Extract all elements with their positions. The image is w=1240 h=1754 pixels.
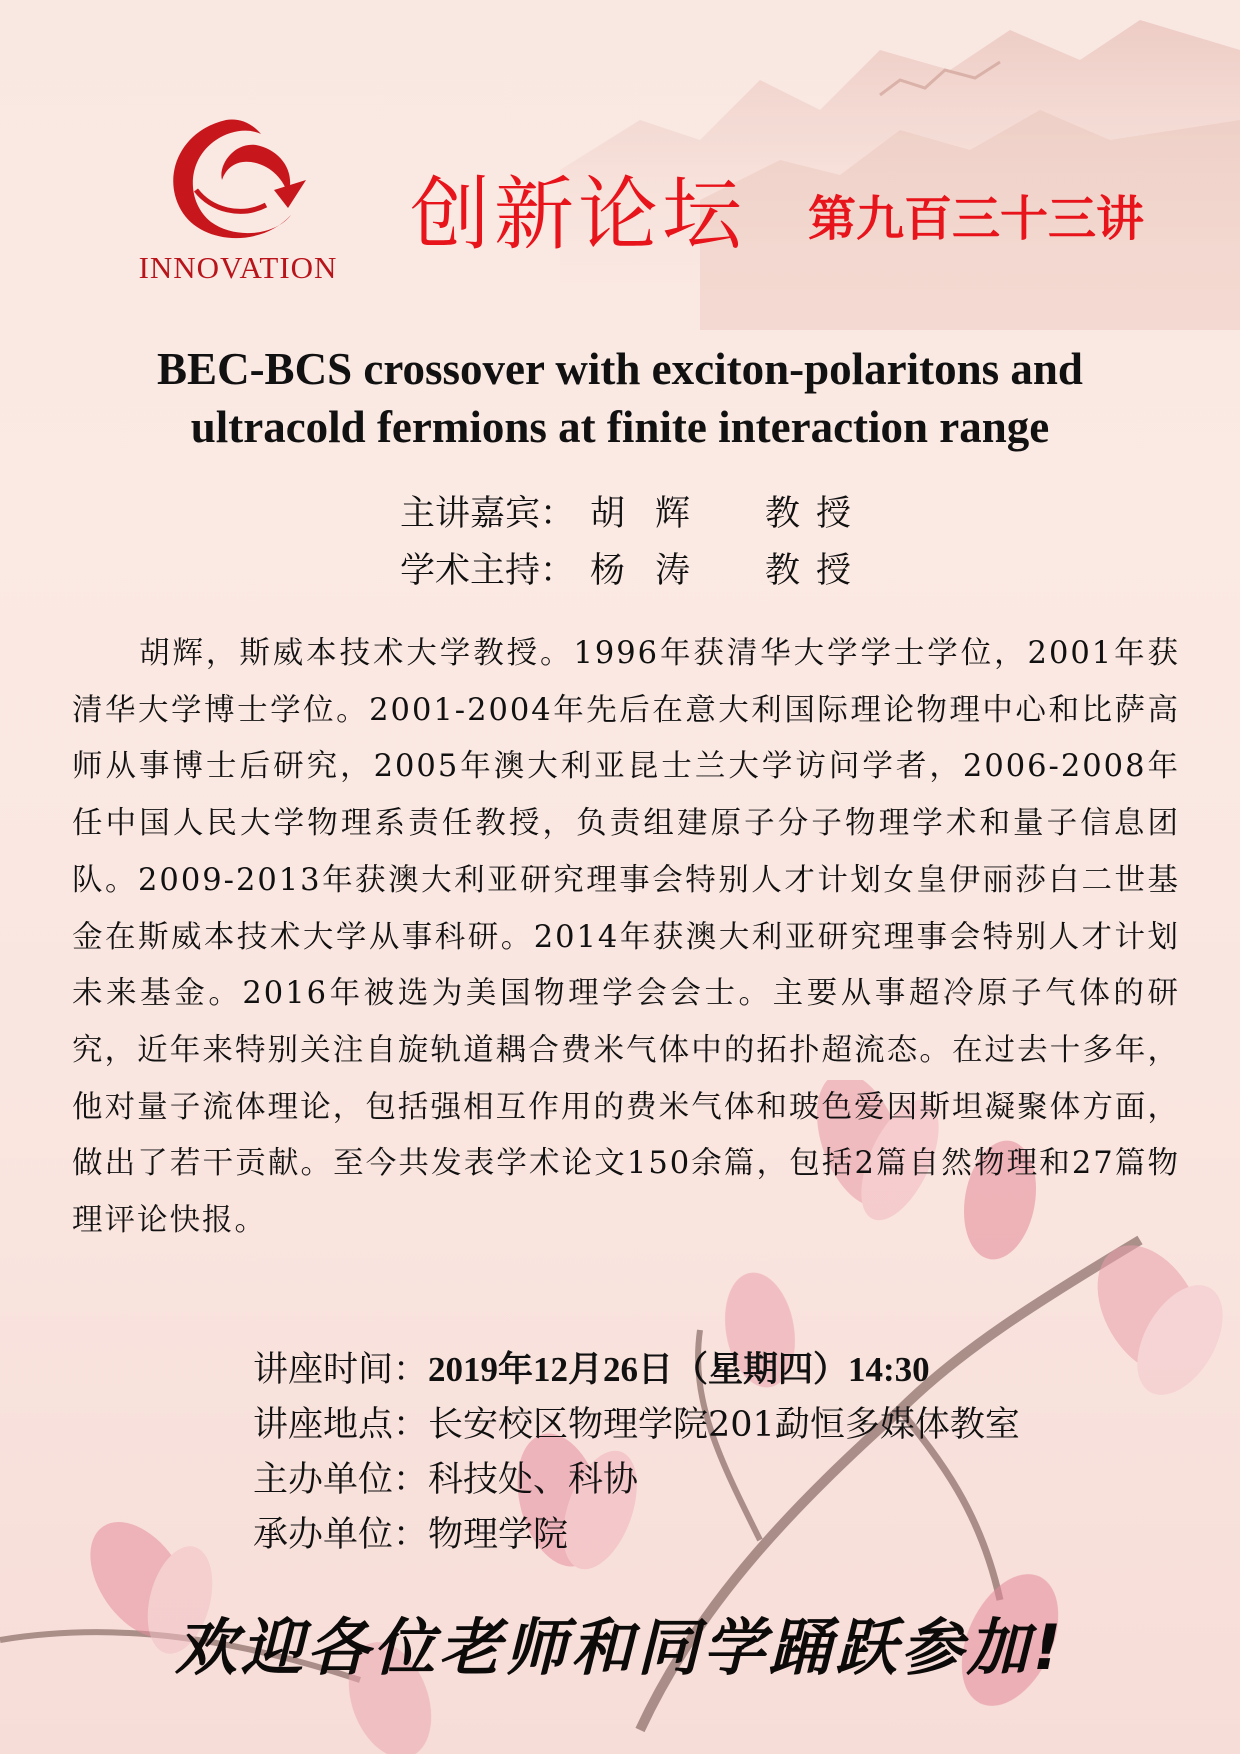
host-unit-row	[253, 1508, 1020, 1563]
place-label: 讲座地点：	[253, 1405, 429, 1445]
organizer-label: 主办单位：	[253, 1460, 429, 1500]
forum-title: 创新论坛	[410, 168, 746, 261]
host-unit-label: 承办单位：	[253, 1515, 429, 1555]
welcome-message: 欢迎各位老师和同学踊跃参加!	[174, 1611, 1066, 1684]
lecture-info	[253, 1342, 1020, 1563]
talk-title-line-2: ultracold fermions at finite interaction range	[190, 402, 1050, 452]
place-value: 长安校区物理学院201勐恒多媒体教室	[428, 1405, 1020, 1445]
organizer-row	[253, 1453, 1020, 1508]
talk-title-line-1: BEC-BCS crossover with exciton-polaritons and	[157, 344, 1083, 394]
host-unit-value: 物理学院	[428, 1515, 569, 1555]
speaker-bio: 胡辉，斯威本技术大学教授。1996年获清华大学学士学位，2001年获清华大学博士学位。2001-2004年先后在意大利国际理论物理中心和比萨高师从事博士后研究，2005年澳大利亚昆士兰大学访问学者，2006-2008年任中国人民大学物理系责任教授，负责组建原子分子物理学术和量子信息团队。2009-2013年获澳大利亚研究理事会特别人才计划女皇伊丽莎白二世基金在斯威本技术大学从事科研。2014年获澳大利亚研究理事会特别人才计划未来基金。2016年被选为美国物理学会会士。主要从事超冷原子气体的研究，近年来特别关注自旋轨道耦合费米气体中的拓扑超流态。在过去十多年，他对量子流体理论，包括强相互作用的费米气体和玻色爱因斯坦凝聚体方面，做出了若干贡献。至今共发表学术论文150余篇，包括2篇自然物理和27篇物理评论快报。	[72, 636, 1180, 1239]
place-row	[253, 1398, 1020, 1453]
people-block	[400, 486, 867, 600]
innovation-logo-mark-icon	[156, 110, 316, 250]
innovation-logo	[118, 110, 358, 290]
speaker-title: 教授	[765, 494, 868, 534]
talk-title	[40, 340, 1200, 456]
speaker-label: 主讲嘉宾：	[400, 494, 576, 534]
host-title: 教授	[765, 551, 868, 591]
host-row	[400, 543, 867, 600]
time-value: 2019年12月26日（星期四）14:30	[428, 1350, 930, 1389]
logo-text: INNOVATION	[138, 250, 338, 285]
speaker-row	[400, 486, 867, 543]
host-label: 学术主持：	[400, 551, 576, 591]
lecture-number: 第九百三十三讲	[808, 191, 1145, 247]
host-name: 杨涛	[590, 551, 721, 591]
time-label: 讲座时间：	[253, 1350, 429, 1390]
speaker-name: 胡辉	[590, 494, 721, 534]
time-row	[253, 1342, 1020, 1398]
organizer-value: 科技处、科协	[428, 1460, 639, 1500]
